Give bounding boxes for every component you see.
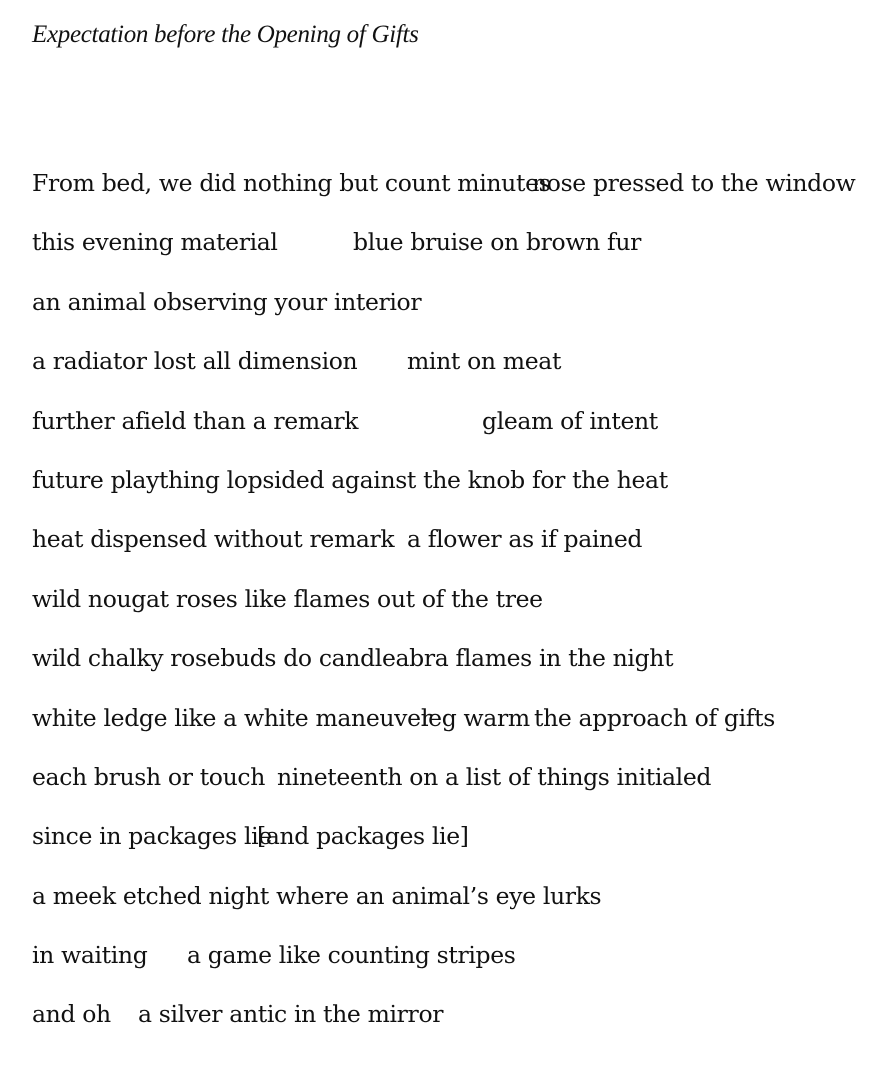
line-phrase: [and packages lie] (257, 822, 469, 851)
line-phrase: a game like counting stripes (187, 941, 516, 970)
line-phrase: gleam of intent (482, 406, 658, 435)
line-phrase: nose pressed to the window (532, 169, 856, 197)
line-phrase: wild nougat roses like flames out of the tree (32, 584, 543, 613)
line-phrase: and oh (32, 1000, 111, 1029)
line-phrase: From bed, we did nothing but count minutes (32, 169, 551, 197)
line-phrase: since in packages lie (32, 822, 272, 851)
line-phrase: nineteenth on a list of things initialed (277, 762, 712, 791)
line-phrase: further afield than a remark (32, 406, 359, 435)
poem-line (32, 166, 862, 225)
line-phrase: future plaything lopsided against the knob for the heat (32, 465, 668, 494)
line-phrase: blue bruise on brown fur (353, 228, 642, 257)
poem-line (32, 760, 862, 819)
poem-line (32, 997, 862, 1056)
poem-line (32, 879, 862, 938)
line-phrase: an animal observing your interior (32, 287, 422, 316)
line-phrase: each brush or touch (32, 762, 265, 791)
poem-line (32, 522, 862, 581)
line-phrase: a meek etched night where an animal’s eye lurks (32, 881, 602, 910)
poem-line (32, 463, 862, 522)
poem-line (32, 819, 862, 878)
poem-line (32, 701, 862, 760)
poem-line (32, 344, 862, 403)
line-phrase: a silver antic in the mirror (138, 1000, 444, 1029)
line-phrase: a flower as if pained (407, 525, 643, 554)
line-phrase: white ledge like a white maneuver (32, 703, 432, 732)
poem-body (32, 166, 862, 1057)
line-phrase: mint on meat (407, 347, 562, 376)
line-phrase: leg warm (421, 703, 530, 732)
line-phrase: in waiting (32, 941, 148, 970)
poem-line (32, 225, 862, 284)
line-phrase: this evening material (32, 228, 278, 257)
line-phrase: a radiator lost all dimension (32, 347, 358, 376)
line-phrase: heat dispensed without remark (32, 525, 395, 554)
line-phrase: the approach of gifts (534, 703, 775, 732)
poem-line (32, 938, 862, 997)
poem-line (32, 582, 862, 641)
poem-line (32, 641, 862, 700)
poem-line (32, 404, 862, 463)
poem-line (32, 285, 862, 344)
line-phrase: wild chalky rosebuds do candleabra flames in the night (32, 644, 674, 673)
poem-title: Expectation before the Opening of Gifts (32, 21, 419, 48)
